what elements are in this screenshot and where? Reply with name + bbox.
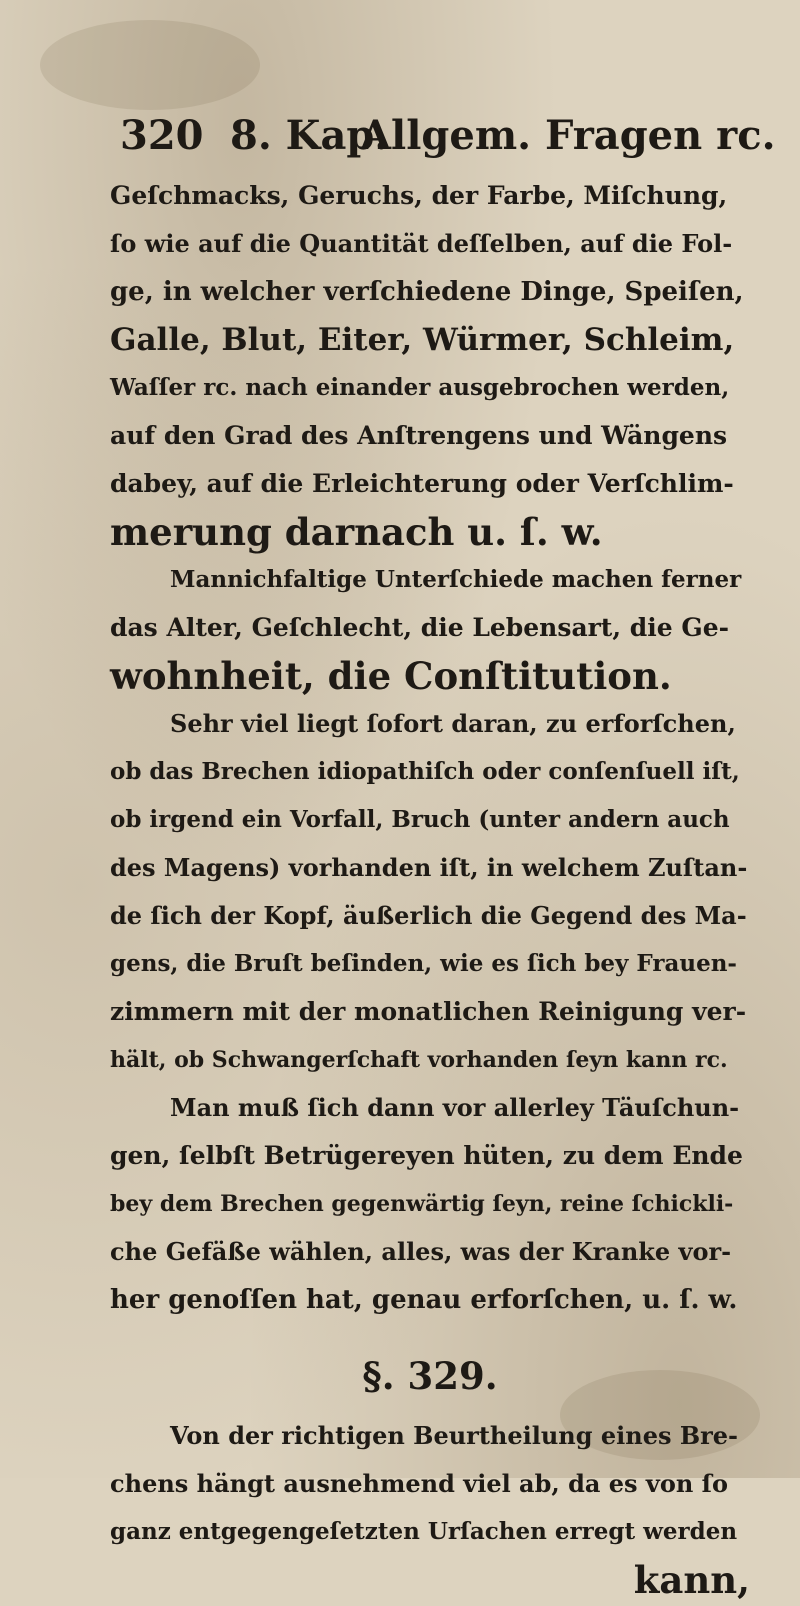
text-line: Von der richtigen Beurtheilung eines Bre- <box>170 1421 739 1450</box>
text-line: her genoſſen hat, genau erforſchen, u. ſ. w. <box>110 1285 738 1315</box>
catchword: kann, <box>633 1558 750 1602</box>
text-line: zimmern mit der monatlichen Reinigung ver- <box>110 997 747 1026</box>
text-line: das Alter, Geſchlecht, die Lebensart, die Ge- <box>110 613 729 642</box>
text-line: bey dem Brechen gegenwärtig ſeyn, reine ſchickli- <box>110 1191 734 1217</box>
text-line: ge, in welcher verſchiedene Dinge, Speiſen, <box>110 277 744 307</box>
text-line: gens, die Bruſt beſinden, wie es ſich bey Frauen- <box>110 950 737 977</box>
text-line: des Magens) vorhanden iſt, in welchem Zuſtan- <box>110 853 748 882</box>
running-title: Allgem. Fragen rc. <box>360 112 776 159</box>
text-line: merung darnach u. ſ. w. <box>110 510 603 554</box>
text-line: che Gefäße wählen, alles, was der Kranke vor- <box>110 1237 732 1266</box>
chapter-label: 8. Kap. <box>230 112 389 159</box>
text-line: dabey, auf die Erleichterung oder Verſchlim- <box>110 469 734 498</box>
text-line: de ſich der Kopf, äußerlich die Gegend des Ma- <box>110 901 747 930</box>
text-line: ganz entgegengeſetzten Urſachen erregt werden <box>110 1518 738 1545</box>
text-line: ſo wie auf die Quantität deſſelben, auf die Fol- <box>110 229 733 258</box>
page-header <box>120 112 776 172</box>
text-line: hält, ob Schwangerſchaft vorhanden ſeyn kann rc. <box>110 1047 728 1073</box>
section-number: §. 329. <box>362 1354 498 1398</box>
text-line: chens hängt ausnehmend viel ab, da es von ſo <box>110 1469 729 1498</box>
text-line: ob irgend ein Vorfall, Bruch (unter andern auch <box>110 806 730 833</box>
text-line: auf den Grad des Anſtrengens und Wängens <box>110 421 728 450</box>
text-line: Mannichfaltige Unterſchiede machen ferner <box>170 566 742 593</box>
text-line: Waſſer rc. nach einander ausgebrochen werden, <box>110 374 730 401</box>
text-line: Man muß ſich dann vor allerley Täuſchun- <box>170 1093 740 1122</box>
text-line: Geſchmacks, Geruchs, der Farbe, Miſchung, <box>110 181 728 210</box>
text-line: Galle, Blut, Eiter, Würmer, Schleim, <box>110 322 735 358</box>
text-line: ob das Brechen idiopathiſch oder conſenſuell iſt, <box>110 758 740 785</box>
text-line: Sehr viel liegt ſofort daran, zu erforſchen, <box>170 709 736 738</box>
page-number: 320 <box>120 112 204 159</box>
text-line: wohnheit, die Conſtitution. <box>110 654 672 698</box>
text-line: gen, ſelbſt Betrügereyen hüten, zu dem Ende <box>110 1141 743 1170</box>
paper-stain <box>40 20 260 110</box>
